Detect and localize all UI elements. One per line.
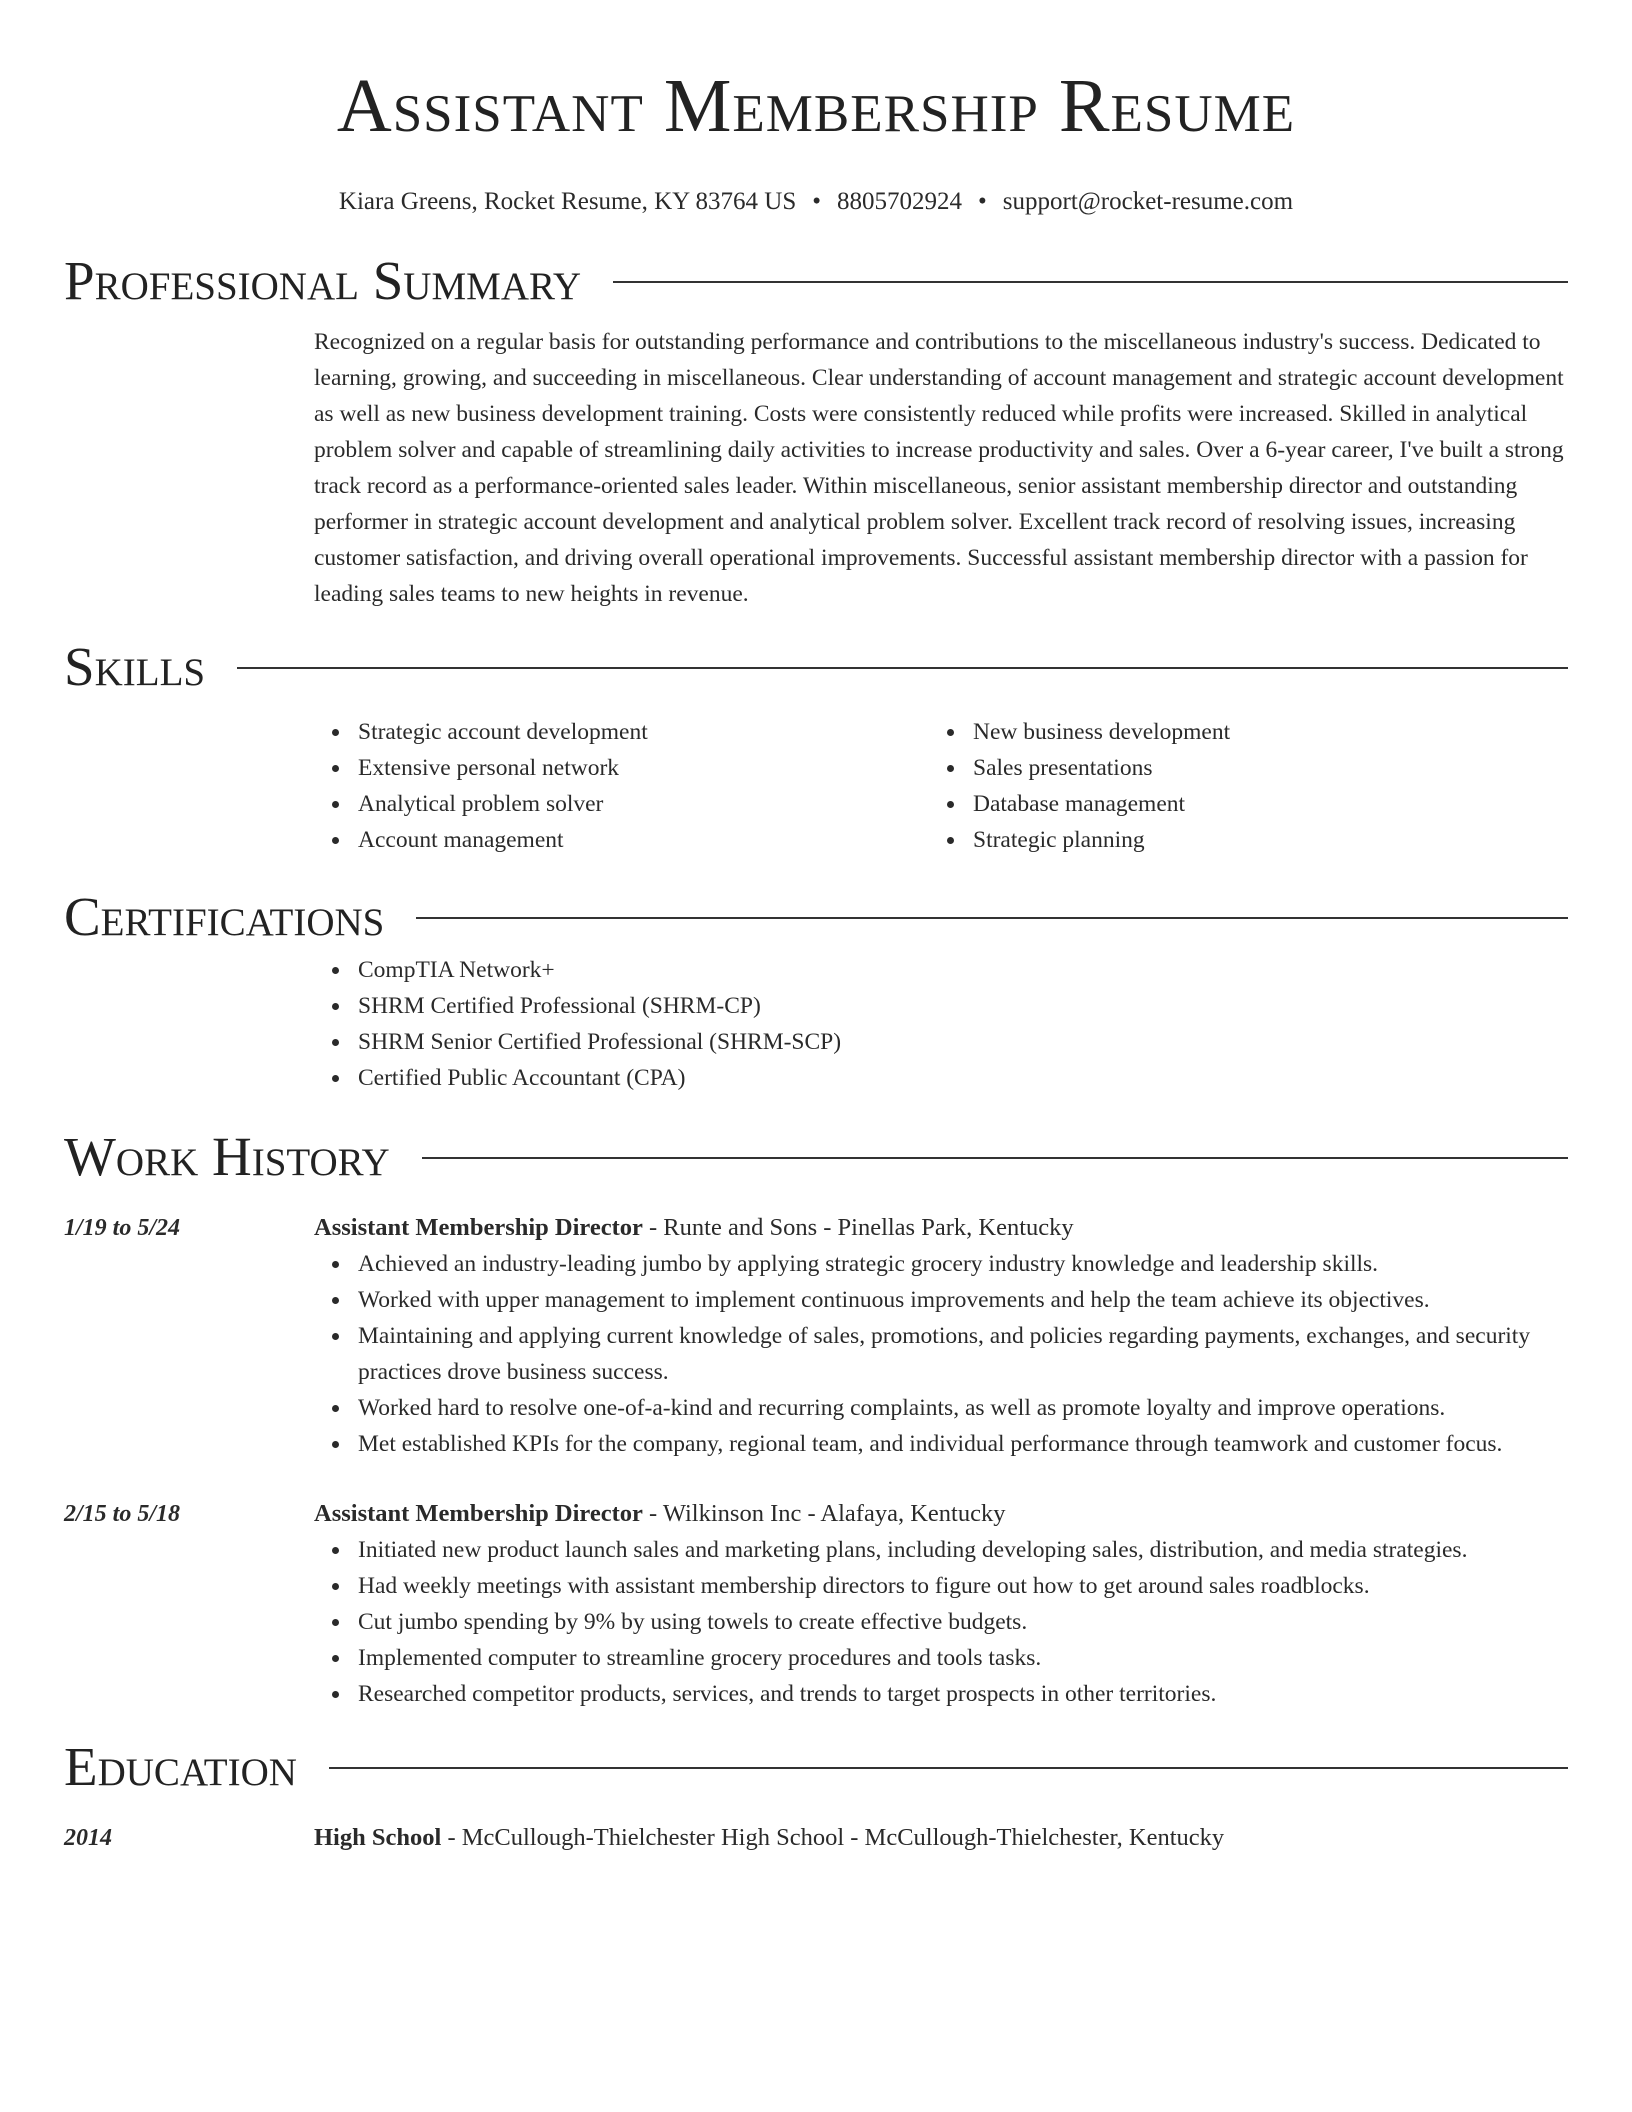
job-bullet: Researched competitor products, services, and trends to target prospects in other territories. xyxy=(358,1676,1568,1712)
summary-section xyxy=(64,246,1568,612)
education-year: 2014 xyxy=(64,1825,112,1851)
education-degree: High School xyxy=(314,1824,442,1851)
job-role: Assistant Membership Director xyxy=(314,1500,643,1527)
certifications-heading: Certifications xyxy=(64,886,385,947)
work-history-header xyxy=(64,1122,1568,1192)
skill-item: Analytical problem solver xyxy=(358,786,929,822)
section-divider xyxy=(237,667,1568,669)
resume-title: Assistant Membership Resume xyxy=(336,64,1296,148)
work-history-heading: Work History xyxy=(64,1126,390,1187)
job-bullet: Implemented computer to streamline grocery procedures and tools tasks. xyxy=(358,1640,1568,1676)
section-divider xyxy=(613,281,1568,283)
contact-separator: • xyxy=(812,188,821,215)
certification-item: CompTIA Network+ xyxy=(358,952,1568,988)
skill-item: Database management xyxy=(973,786,1544,822)
skills-column-right xyxy=(929,714,1544,858)
job-bullet: Achieved an industry-leading jumbo by applying strategic grocery industry knowledge and leadership skills. xyxy=(358,1246,1568,1282)
skills-header xyxy=(64,632,1568,702)
education-section xyxy=(64,1732,1568,1856)
contact-address: Kiara Greens, Rocket Resume, KY 83764 US xyxy=(338,188,797,215)
skill-item: Extensive personal network xyxy=(358,750,929,786)
job-bullets xyxy=(314,1246,1568,1462)
certifications-list xyxy=(314,952,1568,1096)
job-entry xyxy=(64,1210,1568,1462)
contact-line xyxy=(64,186,1568,218)
work-history-section xyxy=(64,1122,1568,1712)
certification-item: SHRM Senior Certified Professional (SHRM-SCP) xyxy=(358,1024,1568,1060)
job-dates: 2/15 to 5/18 xyxy=(64,1501,181,1527)
job-dates: 1/19 to 5/24 xyxy=(64,1215,181,1241)
skill-item: Strategic account development xyxy=(358,714,929,750)
job-bullet: Had weekly meetings with assistant membership directors to figure out how to get around sales roadblocks. xyxy=(358,1568,1568,1604)
job-heading xyxy=(314,1496,1568,1532)
education-header xyxy=(64,1732,1568,1802)
job-company: - Runte and Sons - Pinellas Park, Kentucky xyxy=(642,1214,1074,1241)
section-divider xyxy=(329,1767,1568,1769)
skills-section xyxy=(64,632,1568,858)
contact-phone: 8805702924 xyxy=(837,188,962,215)
education-heading-line xyxy=(314,1820,1568,1856)
skill-item: Sales presentations xyxy=(973,750,1544,786)
job-heading xyxy=(314,1210,1568,1246)
contact-separator: • xyxy=(978,188,987,215)
certifications-section xyxy=(64,882,1568,1096)
skill-item: Account management xyxy=(358,822,929,858)
job-company: - Wilkinson Inc - Alafaya, Kentucky xyxy=(642,1500,1006,1527)
certification-item: SHRM Certified Professional (SHRM-CP) xyxy=(358,988,1568,1024)
skills-column-left xyxy=(314,714,929,858)
job-bullet: Cut jumbo spending by 9% by using towels to create effective budgets. xyxy=(358,1604,1568,1640)
job-bullet: Initiated new product launch sales and marketing plans, including developing sales, distribution, and media strategies. xyxy=(358,1532,1568,1568)
job-role: Assistant Membership Director xyxy=(314,1214,643,1241)
summary-heading: Professional Summary xyxy=(64,250,582,311)
skills-heading: Skills xyxy=(64,636,206,697)
summary-header xyxy=(64,246,1568,316)
skills-grid xyxy=(314,714,1568,858)
job-bullet: Maintaining and applying current knowledge of sales, promotions, and policies regarding payments, exchanges, and security practices drove business success. xyxy=(358,1318,1568,1390)
contact-email[interactable]: support@rocket-resume.com xyxy=(1002,188,1294,215)
job-bullets xyxy=(314,1532,1568,1712)
job-bullet: Met established KPIs for the company, regional team, and individual performance through teamwork and customer focus. xyxy=(358,1426,1568,1462)
summary-text: Recognized on a regular basis for outstanding performance and contributions to the miscellaneous industry's success. Dedicated to learning, growing, and succeeding in miscellaneous. Clear understanding of account management and strategic account development as well as new business development training. Costs were consistently reduced while profits were increased. Skilled in analytical problem solver and capable of streamlining daily activities to increase productivity and sales. Over a 6-year career, I've built a strong track record as a performance-oriented sales leader. Within miscellaneous, senior assistant membership director and outstanding performer in strategic account development and analytical problem solver. Excellent track record of resolving issues, increasing customer satisfaction, and driving overall operational improvements. Successful assistant membership director with a passion for leading sales teams to new heights in revenue. xyxy=(314,329,1564,607)
section-divider xyxy=(422,1157,1568,1159)
education-school: - McCullough-Thielchester High School - McCullough-Thielchester, Kentucky xyxy=(441,1824,1225,1851)
education-entry xyxy=(64,1820,1568,1856)
section-divider xyxy=(416,917,1568,919)
skill-item: Strategic planning xyxy=(973,822,1544,858)
job-entry xyxy=(64,1496,1568,1712)
certifications-header xyxy=(64,882,1568,952)
certification-item: Certified Public Accountant (CPA) xyxy=(358,1060,1568,1096)
skill-item: New business development xyxy=(973,714,1544,750)
job-bullet: Worked hard to resolve one-of-a-kind and recurring complaints, as well as promote loyalty and improve operations. xyxy=(358,1390,1568,1426)
job-bullet: Worked with upper management to implement continuous improvements and help the team achieve its objectives. xyxy=(358,1282,1568,1318)
education-heading: Education xyxy=(64,1736,297,1797)
